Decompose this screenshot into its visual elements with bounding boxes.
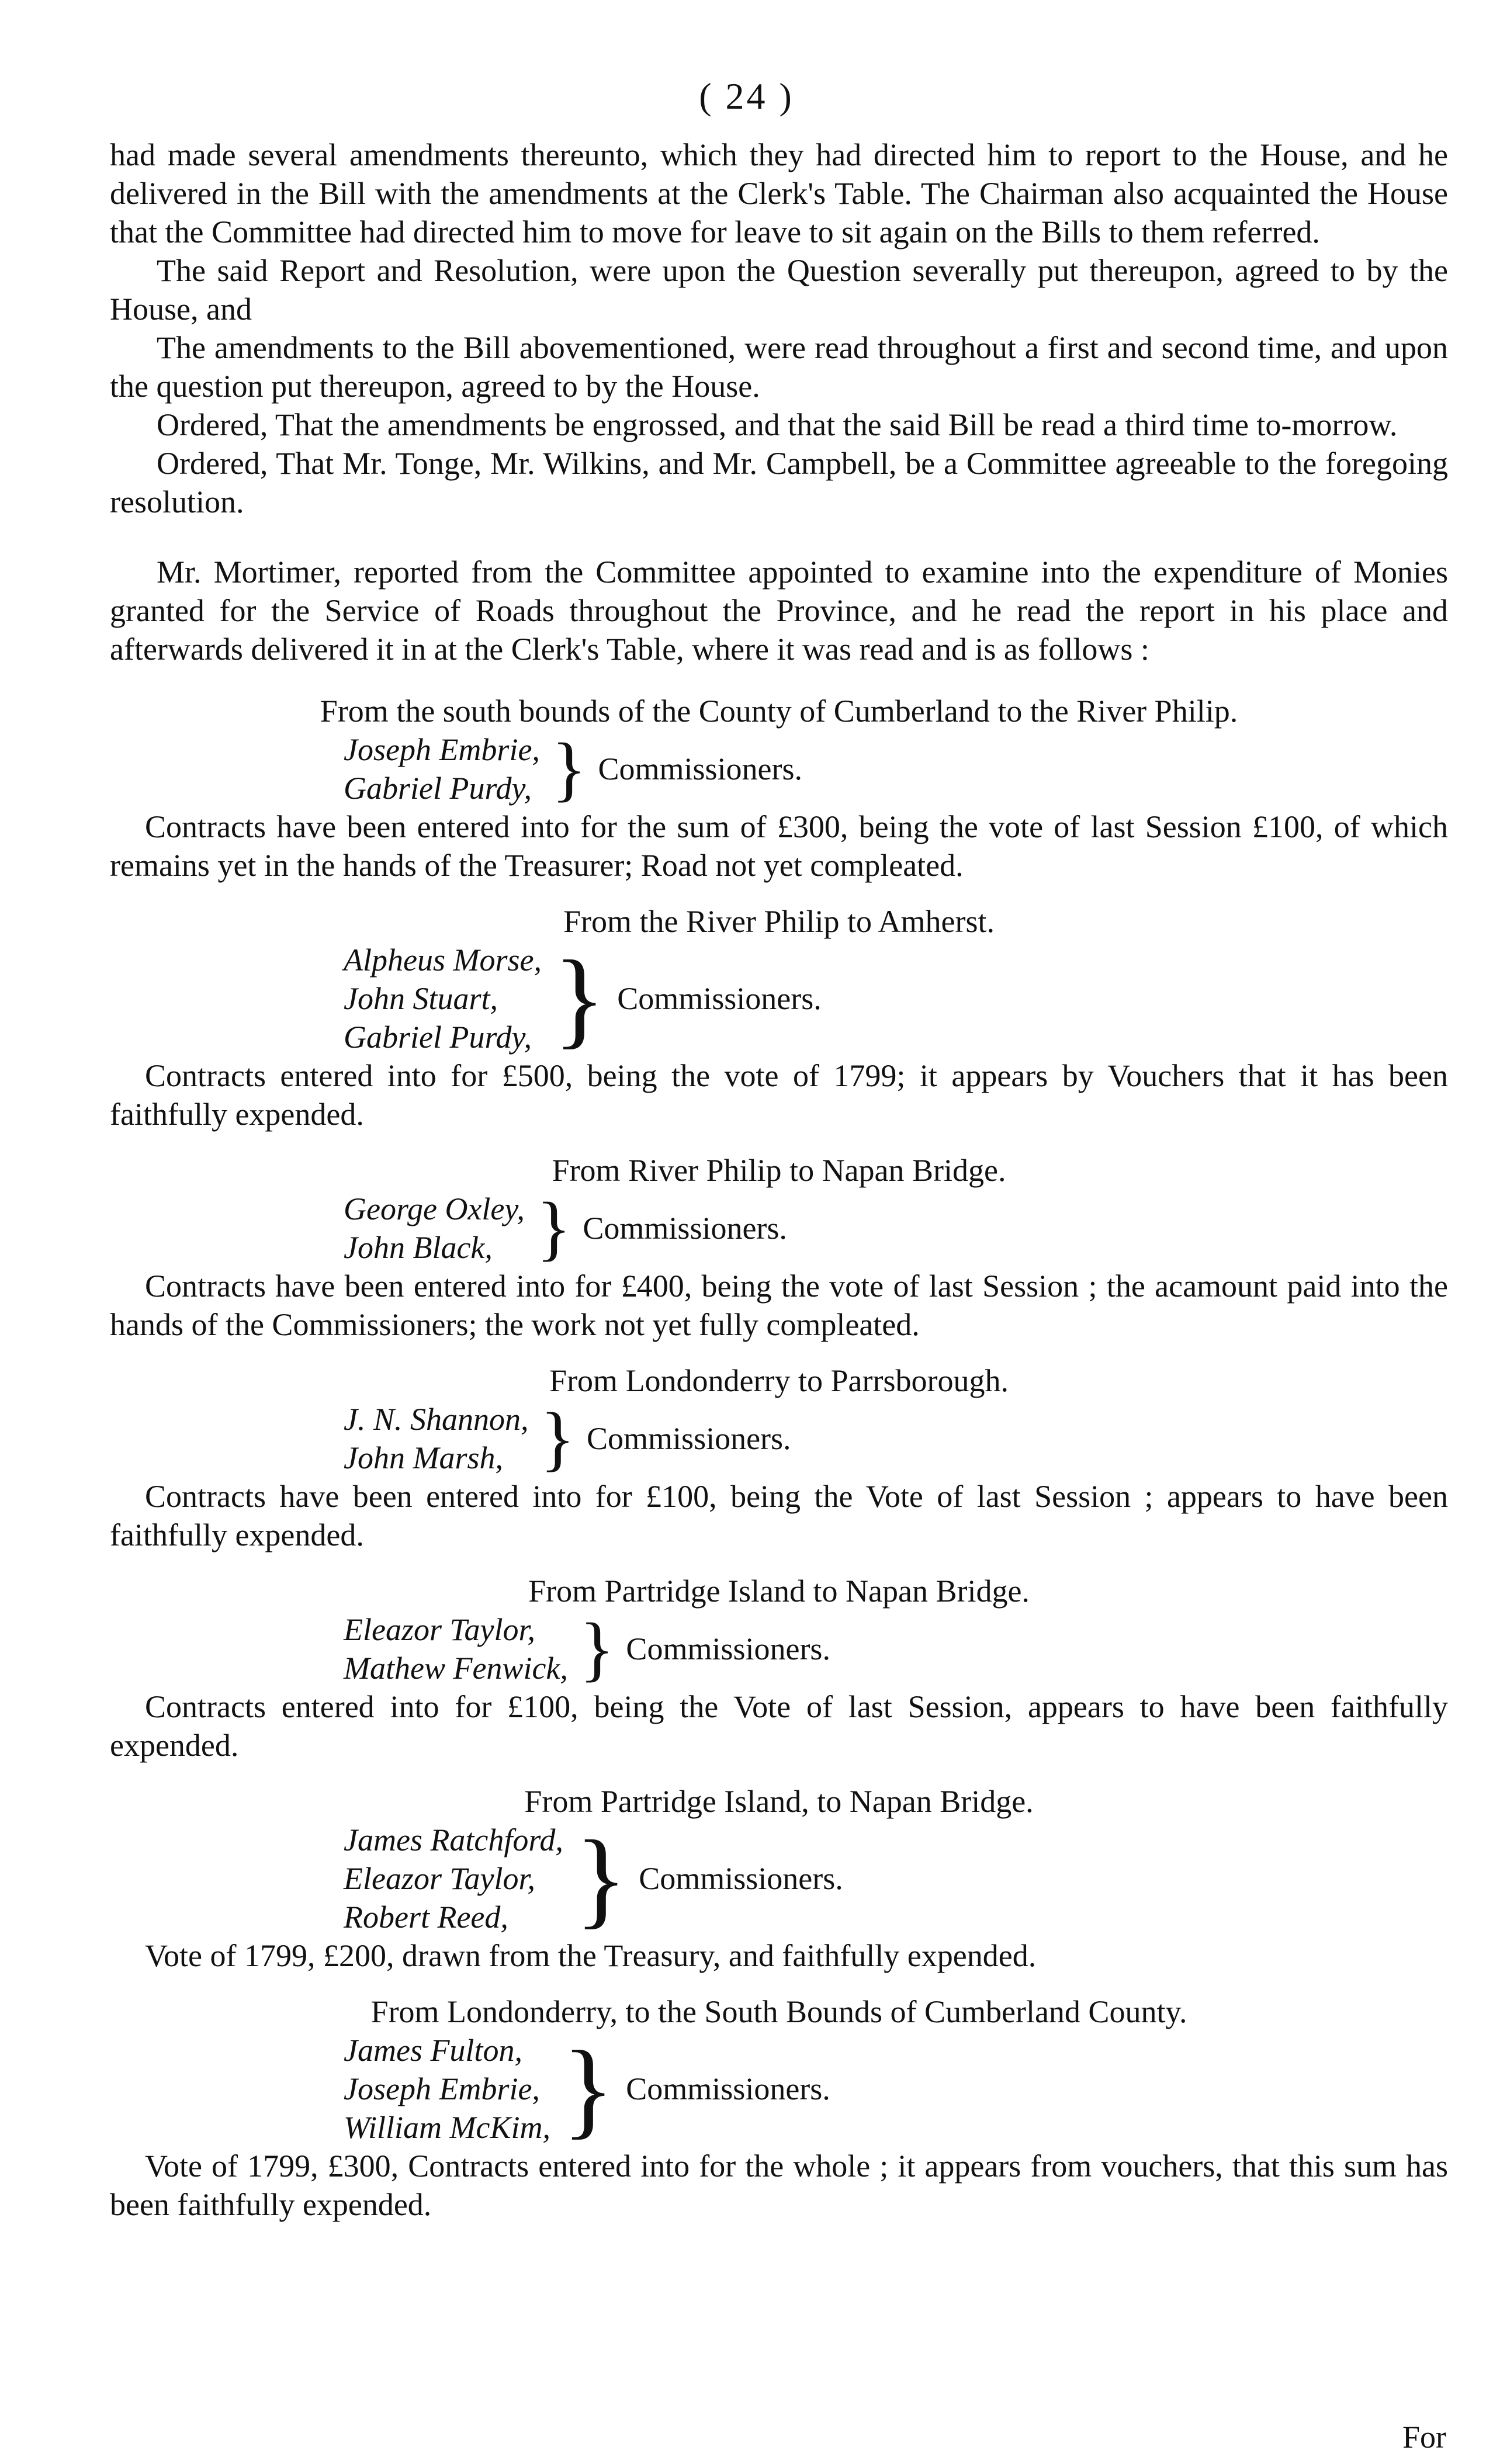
road-heading: From Partridge Island, to Napan Bridge. <box>524 1784 1034 1819</box>
road-section <box>110 1782 1448 1975</box>
commissioners-block <box>110 1400 1448 1477</box>
commissioners-role: Commissioners. <box>583 1211 787 1246</box>
commissioner-name: Joseph Embrie, <box>344 732 540 767</box>
commissioner-name: James Fulton, <box>344 2033 522 2068</box>
road-section <box>110 1151 1448 1344</box>
road-heading: From Londonderry to Parrsborough. <box>549 1363 1009 1398</box>
road-report-text: Contracts have been entered into for £400, being the vote of last Session ; the acamount paid into the hands of the Commissioners; the work not yet fully compleated. <box>110 1269 1448 1342</box>
commissioner-name: George Oxley, <box>344 1191 525 1226</box>
road-report-text: Contracts have been entered into for £100, being the Vote of last Session ; appears to have been faithfully expended. <box>110 1479 1448 1552</box>
opening-para-2: The said Report and Resolution, were upon the Question severally put thereupon, agreed to by the House, and <box>110 253 1448 327</box>
opening-para-3: The amendments to the Bill abovementioned, were read throughout a first and second time, and upon the question put thereupon, agreed to by the House. <box>110 330 1448 404</box>
commissioner-name: Mathew Fenwick, <box>344 1651 568 1686</box>
commissioner-name: J. N. Shannon, <box>344 1402 529 1437</box>
opening-para-1: had made several amendments thereunto, which they had directed him to report to the House, and he delivered in the Bill with the amendments at the Clerk's Table. The Chairman also acquainted the House that the Committee had directed him to move for leave to sit again on the Bills to them referred. <box>110 137 1448 249</box>
commissioners-role: Commissioners. <box>598 751 802 786</box>
commissioner-name: James Ratchford, <box>344 1822 563 1857</box>
road-section <box>110 902 1448 1134</box>
road-report-text: Contracts entered into for £100, being the Vote of last Session, appears to have been faithfully expended. <box>110 1689 1448 1763</box>
road-report-text: Contracts entered into for £500, being the vote of 1799; it appears by Vouchers that it has been faithfully expended. <box>110 1058 1448 1132</box>
commissioner-names <box>344 941 542 1056</box>
commissioners-block <box>110 938 1448 1059</box>
road-section <box>110 692 1448 885</box>
report-intro: Mr. Mortimer, reported from the Committee appointed to examine into the expenditure of Monies granted for the Service of Roads throughout the Province, and he read the report in his place and afterwards delivered it in at the Clerk's Table, where it was read and is as follows : <box>110 555 1448 667</box>
commissioners-block <box>110 1610 1448 1687</box>
road-heading: From the River Philip to Amherst. <box>563 904 995 939</box>
commissioners-role: Commissioners. <box>587 1421 791 1456</box>
page-number: ( 24 ) <box>699 75 794 117</box>
commissioner-name: Alpheus Morse, <box>344 942 542 978</box>
commissioners-role: Commissioners. <box>626 1631 830 1666</box>
commissioner-names <box>344 730 540 808</box>
opening-para-4: Ordered, That the amendments be engrossed, and that the said Bill be read a third time to-morrow. <box>157 407 1398 442</box>
commissioner-name: Joseph Embrie, <box>344 2071 540 2106</box>
commissioner-name: John Marsh, <box>344 1440 503 1475</box>
road-section <box>110 1992 1448 2224</box>
commissioner-name: Eleazor Taylor, <box>344 1861 536 1896</box>
commissioner-name: William McKim, <box>344 2110 550 2145</box>
road-heading: From River Philip to Napan Bridge. <box>552 1153 1006 1188</box>
brace-icon: } <box>579 1609 615 1689</box>
body-text <box>110 136 1448 2241</box>
brace-icon: } <box>562 2029 615 2149</box>
brace-icon: } <box>574 1818 628 1939</box>
commissioners-role: Commissioners. <box>626 2071 830 2106</box>
commissioners-role: Commissioners. <box>639 1861 843 1896</box>
commissioners-block <box>110 1190 1448 1267</box>
commissioner-name: John Stuart, <box>344 981 498 1016</box>
commissioners-block <box>110 2031 1448 2147</box>
brace-icon: } <box>540 1398 576 1478</box>
commissioner-names <box>344 1610 568 1687</box>
commissioner-name: John Black, <box>344 1230 493 1265</box>
road-report-text: Vote of 1799, £300, Contracts entered into for the whole ; it appears from vouchers, that this sum has been faithfully expended. <box>110 2148 1448 2222</box>
commissioners-block <box>110 1818 1448 1939</box>
road-section <box>110 1572 1448 1765</box>
catchword: For <box>1402 2420 1446 2455</box>
commissioner-name: Robert Reed, <box>344 1900 508 1935</box>
brace-icon: } <box>553 938 606 1059</box>
commissioner-name: Gabriel Purdy, <box>344 1020 532 1055</box>
commissioners-role: Commissioners. <box>617 981 822 1016</box>
commissioner-name: Gabriel Purdy, <box>344 771 532 806</box>
brace-icon: } <box>551 729 587 809</box>
road-heading: From the south bounds of the County of Cumberland to the River Philip. <box>320 694 1238 729</box>
commissioner-names <box>344 1400 529 1477</box>
road-section <box>110 1361 1448 1554</box>
commissioner-names <box>344 1821 563 1936</box>
commissioner-names <box>344 1190 525 1267</box>
road-report-text: Vote of 1799, £200, drawn from the Treasury, and faithfully expended. <box>145 1938 1037 1973</box>
commissioner-name: Eleazor Taylor, <box>344 1612 536 1647</box>
road-report-text: Contracts have been entered into for the sum of £300, being the vote of last Session £100, of which remains yet in the hands of the Treasurer; Road not yet compleated. <box>110 809 1448 883</box>
brace-icon: } <box>536 1188 571 1268</box>
road-heading: From Londonderry, to the South Bounds of Cumberland County. <box>370 1994 1187 2029</box>
commissioner-names <box>344 2031 550 2147</box>
commissioners-block <box>110 730 1448 808</box>
opening-para-5: Ordered, That Mr. Tonge, Mr. Wilkins, and Mr. Campbell, be a Committee agreeable to the foregoing resolution. <box>110 446 1448 519</box>
roads-list <box>110 692 1448 2224</box>
road-heading: From Partridge Island to Napan Bridge. <box>528 1574 1030 1609</box>
